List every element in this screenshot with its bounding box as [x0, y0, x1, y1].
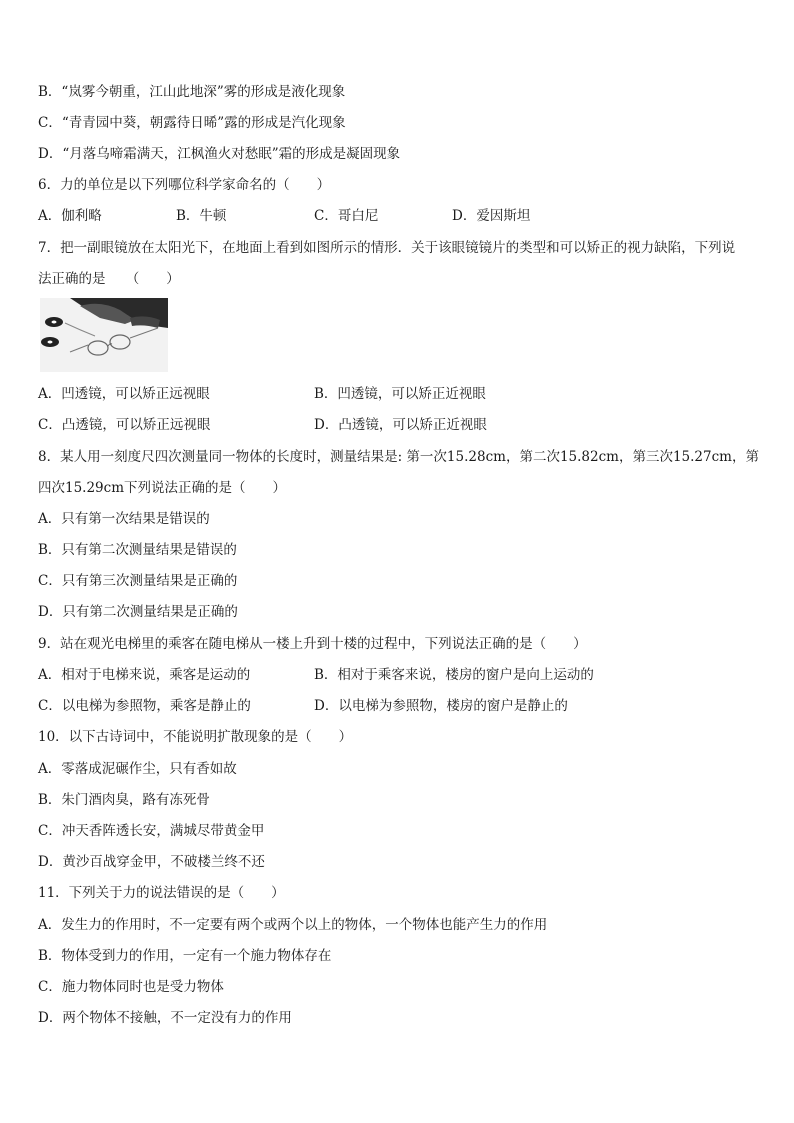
q7-stem-line1: 7．把一副眼镜放在太阳光下，在地面上看到如图所示的情形．关于该眼镜镜片的类型和可以矫正的视力缺陷，下列说: [38, 240, 736, 256]
q11-option-c: C．施力物体同时也是受力物体: [38, 979, 224, 995]
q6-option-b: B．牛顿: [176, 208, 227, 224]
q10-option-a: A．零落成泥碾作尘，只有香如故: [38, 761, 237, 777]
q8-option-c: C．只有第三次测量结果是正确的: [38, 573, 238, 589]
q9-option-c: C．以电梯为参照物，乘客是静止的: [38, 698, 251, 714]
q5-option-d: D．“月落乌啼霜满天，江枫渔火对愁眠”霜的形成是凝固现象: [38, 146, 401, 162]
q6-option-a: A．伽利略: [38, 208, 102, 224]
q10-option-d: D．黄沙百战穿金甲，不破楼兰终不还: [38, 854, 265, 870]
q7-stem-line2: 法正确的是 （ ）: [38, 271, 180, 287]
q8-stem-line1: 8．某人用一刻度尺四次测量同一物体的长度时，测量结果是: 第一次15.28cm，第二次15.82cm，第三次15.27cm，第: [38, 449, 759, 465]
q11-option-a: A．发生力的作用时，不一定要有两个或两个以上的物体，一个物体也能产生力的作用: [38, 917, 548, 933]
q6-stem: 6．力的单位是以下列哪位科学家命名的（ ）: [38, 177, 331, 193]
q6-option-d: D．爱因斯坦: [452, 208, 531, 224]
q7-option-b: B．凹透镜，可以矫正近视眼: [314, 386, 486, 402]
q8-option-b: B．只有第二次测量结果是错误的: [38, 542, 237, 558]
q7-option-a: A．凹透镜，可以矫正远视眼: [38, 386, 210, 402]
q5-option-c: C．“青青园中葵，朝露待日晞”露的形成是汽化现象: [38, 115, 346, 131]
q11-stem: 11．下列关于力的说法错误的是（ ）: [38, 885, 285, 901]
q9-option-a: A．相对于电梯来说，乘客是运动的: [38, 667, 251, 683]
q5-option-b: B．“岚雾今朝重，江山此地深”雾的形成是液化现象: [38, 84, 346, 100]
eyeglasses-sunlight-photo: [40, 298, 168, 372]
q6-option-c: C．哥白尼: [314, 208, 379, 224]
q11-option-d: D．两个物体不接触，不一定没有力的作用: [38, 1010, 292, 1026]
q9-option-d: D．以电梯为参照物，楼房的窗户是静止的: [314, 698, 568, 714]
q8-option-d: D．只有第二次测量结果是正确的: [38, 604, 238, 620]
q8-option-a: A．只有第一次结果是错误的: [38, 511, 210, 527]
q10-stem: 10．以下古诗词中，不能说明扩散现象的是（ ）: [38, 729, 353, 745]
q9-stem: 9．站在观光电梯里的乘客在随电梯从一楼上升到十楼的过程中，下列说法正确的是（ ）: [38, 636, 587, 652]
q10-option-c: C．冲天香阵透长安，满城尽带黄金甲: [38, 823, 265, 839]
q8-stem-line2: 四次15.29cm下列说法正确的是（ ）: [38, 480, 287, 496]
q9-option-b: B．相对于乘客来说，楼房的窗户是向上运动的: [314, 667, 594, 683]
q7-option-d: D．凸透镜，可以矫正近视眼: [314, 417, 487, 433]
q10-option-b: B．朱门酒肉臭，路有冻死骨: [38, 792, 210, 808]
q11-option-b: B．物体受到力的作用，一定有一个施力物体存在: [38, 948, 332, 964]
q7-option-c: C．凸透镜，可以矫正远视眼: [38, 417, 211, 433]
